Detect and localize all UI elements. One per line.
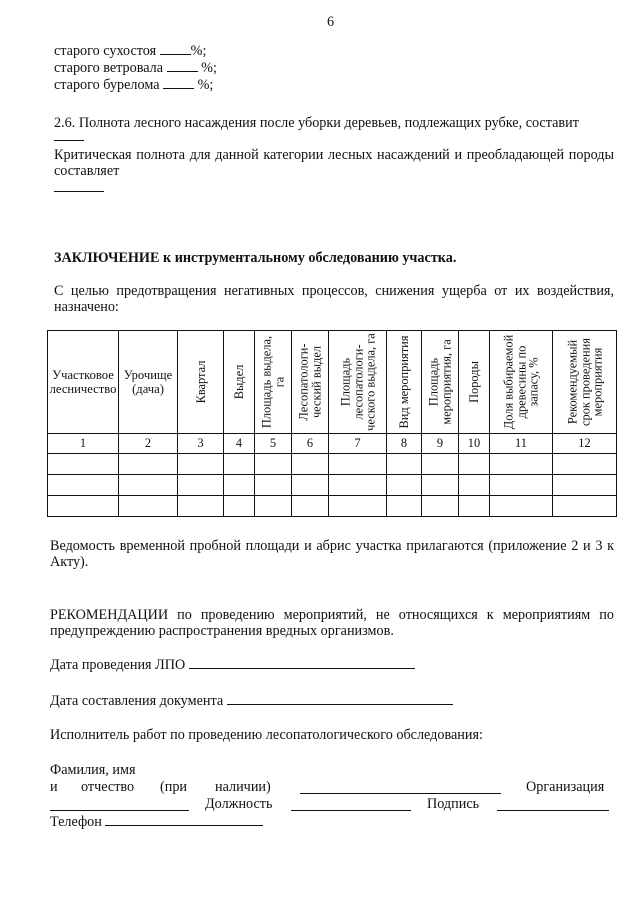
lpo-date-input[interactable] <box>189 656 415 669</box>
table-cell[interactable] <box>48 475 119 496</box>
table-cell[interactable] <box>255 454 292 475</box>
table-cell[interactable] <box>329 475 387 496</box>
table-cell[interactable] <box>490 496 553 517</box>
list-label: старого бурелома <box>54 77 160 93</box>
table-cell[interactable] <box>553 475 617 496</box>
table-header: Доля выбираемой древесины по запасу, % <box>490 331 553 434</box>
table-cell[interactable] <box>553 496 617 517</box>
phone-input[interactable] <box>105 813 263 826</box>
table-cell[interactable] <box>178 475 224 496</box>
name-input[interactable] <box>300 793 501 794</box>
unit: %; <box>190 43 207 59</box>
position-label: Должность <box>205 796 273 812</box>
table-cell[interactable] <box>387 475 422 496</box>
table-cell[interactable] <box>48 496 119 517</box>
table-cell[interactable] <box>119 475 178 496</box>
list-label: старого сухостоя <box>54 43 157 59</box>
measures-table <box>47 330 617 517</box>
field-label: Дата проведения ЛПО <box>50 657 186 673</box>
table-header: Рекомендуемый срок проведения мероприятия <box>553 331 617 434</box>
table-cell[interactable] <box>387 454 422 475</box>
table-row <box>48 454 617 475</box>
phone-field <box>50 813 263 830</box>
section-2-6-text: 2.6. Полнота лесного насаждения после уборки деревьев, подлежащих рубке, составит <box>54 115 579 131</box>
table-row <box>48 475 617 496</box>
table-cell[interactable] <box>387 496 422 517</box>
table-cell[interactable] <box>459 496 490 517</box>
organization-input[interactable] <box>50 810 189 811</box>
table-cell[interactable] <box>119 454 178 475</box>
table-cell[interactable] <box>119 496 178 517</box>
list-item-dry <box>54 42 206 59</box>
conclusion-intro: С целью предотвращения негативных процессов, снижения ущерба от их воздействия, назначено: <box>54 283 614 315</box>
table-cell: 9 <box>422 434 459 454</box>
table-cell[interactable] <box>178 496 224 517</box>
conclusion-heading: ЗАКЛЮЧЕНИЕ к инструментальному обследованию участка. <box>54 250 457 266</box>
table-row <box>48 496 617 517</box>
table-header: Вид мероприятия <box>387 331 422 434</box>
table-cell[interactable] <box>490 475 553 496</box>
table-cell[interactable] <box>48 454 119 475</box>
table-header: Участковое лесничество <box>48 331 119 434</box>
name-label: Фамилия, имя <box>50 762 136 778</box>
table-header: Урочище (дача) <box>119 331 178 434</box>
table-cell[interactable] <box>255 496 292 517</box>
list-item-windfall <box>54 76 213 93</box>
table-header-row <box>48 331 617 434</box>
signature-input[interactable] <box>497 810 609 811</box>
critical-density-text: Критическая полнота для данной категории лесных насаждений и преобладающей породы составляет <box>54 147 614 179</box>
attachment-note: Ведомость временной пробной площади и абрис участка прилагаются (приложение 2 и 3 к Акту). <box>50 538 614 570</box>
table-cell[interactable] <box>422 475 459 496</box>
table-cell: 4 <box>224 434 255 454</box>
name-word: наличии) <box>215 779 271 795</box>
table-cell: 12 <box>553 434 617 454</box>
organization-label: Организация <box>526 779 605 795</box>
table-number-row <box>48 434 617 454</box>
table-header: Породы <box>459 331 490 434</box>
doc-date-input[interactable] <box>227 692 453 705</box>
blank-line <box>160 42 191 55</box>
table-header: Лесопатологи-ческий выдел <box>292 331 329 434</box>
table-cell[interactable] <box>422 496 459 517</box>
table-cell[interactable] <box>224 475 255 496</box>
list-item-wind <box>54 59 217 76</box>
field-label: Телефон <box>50 814 102 830</box>
table-cell: 8 <box>387 434 422 454</box>
blank-line <box>163 76 194 89</box>
unit: %; <box>197 77 214 93</box>
table-cell[interactable] <box>490 454 553 475</box>
doc-date-field <box>50 692 453 709</box>
blank-line <box>54 140 84 141</box>
table-cell[interactable] <box>255 475 292 496</box>
table-header: Площадь выдела, га <box>255 331 292 434</box>
list-label: старого ветровала <box>54 60 164 76</box>
page-number: 6 <box>327 14 335 30</box>
position-input[interactable] <box>291 810 411 811</box>
recommendations-text: РЕКОМЕНДАЦИИ по проведению мероприятий, не относящихся к мероприятиям по предупреждению распространения вредных организмов. <box>50 607 614 639</box>
unit: %; <box>201 60 217 76</box>
table-cell[interactable] <box>292 454 329 475</box>
lpo-date-field <box>50 656 415 673</box>
table-cell: 3 <box>178 434 224 454</box>
table-cell[interactable] <box>224 454 255 475</box>
table-cell[interactable] <box>459 475 490 496</box>
name-word: (при <box>160 779 188 795</box>
executor-label: Исполнитель работ по проведению лесопатологического обследования: <box>50 727 483 743</box>
field-label: Дата составления документа <box>50 693 224 709</box>
table-cell[interactable] <box>459 454 490 475</box>
table-header: Квартал <box>178 331 224 434</box>
table-header: Выдел <box>224 331 255 434</box>
name-word: отчество <box>81 779 135 795</box>
table-cell: 6 <box>292 434 329 454</box>
table-cell[interactable] <box>553 454 617 475</box>
blank-line <box>167 59 198 72</box>
table-cell[interactable] <box>292 496 329 517</box>
table-cell[interactable] <box>329 496 387 517</box>
table-header: Площадь лесопатологи-ческого выдела, га <box>329 331 387 434</box>
table-cell[interactable] <box>422 454 459 475</box>
table-cell: 10 <box>459 434 490 454</box>
name-word: и <box>50 779 58 795</box>
table-cell[interactable] <box>292 475 329 496</box>
table-header: Площадь мероприятия, га <box>422 331 459 434</box>
table-cell: 2 <box>119 434 178 454</box>
table-cell: 5 <box>255 434 292 454</box>
table-cell: 7 <box>329 434 387 454</box>
blank-line <box>54 191 104 192</box>
table-cell[interactable] <box>224 496 255 517</box>
table-cell[interactable] <box>178 454 224 475</box>
table-cell: 11 <box>490 434 553 454</box>
table-cell: 1 <box>48 434 119 454</box>
table-cell[interactable] <box>329 454 387 475</box>
signature-label: Подпись <box>427 796 480 812</box>
